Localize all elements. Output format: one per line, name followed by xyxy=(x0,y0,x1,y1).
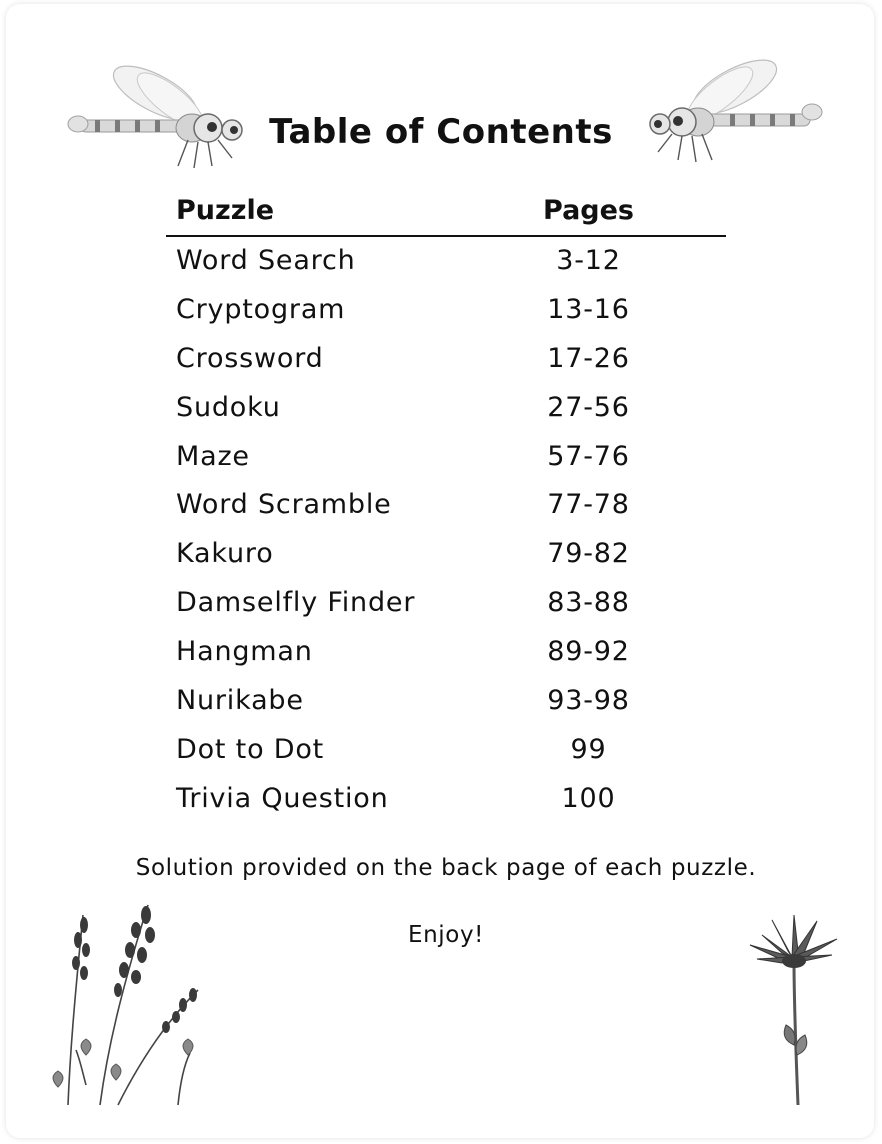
page-range: 17-26 xyxy=(547,342,630,374)
page-range: 79-82 xyxy=(547,538,630,570)
puzzle-name: Maze xyxy=(176,440,250,472)
table-row xyxy=(166,534,726,583)
puzzle-name: Nurikabe xyxy=(176,685,304,717)
page-title: Table of Contents xyxy=(269,112,613,152)
damselfly-right-illustration xyxy=(640,52,830,170)
table-row xyxy=(166,583,726,632)
puzzle-name: Cryptogram xyxy=(176,293,346,325)
table-row xyxy=(166,437,726,486)
flower-illustration xyxy=(742,915,842,1110)
closing-text: Enjoy! xyxy=(407,922,484,948)
table-row xyxy=(166,681,726,730)
page-range: 100 xyxy=(561,782,616,814)
header-puzzle: Puzzle xyxy=(176,195,275,226)
puzzle-name: Sudoku xyxy=(176,391,281,423)
page-range: 3-12 xyxy=(556,245,621,276)
page-range: 57-76 xyxy=(547,440,630,472)
page-range: 27-56 xyxy=(547,391,630,423)
puzzle-name: Damselfly Finder xyxy=(176,587,416,619)
page-range: 89-92 xyxy=(547,636,630,668)
page-range: 77-78 xyxy=(547,489,630,521)
table-row xyxy=(166,290,726,339)
puzzle-name: Crossword xyxy=(176,342,324,374)
table-row xyxy=(166,779,726,828)
puzzle-name: Word Search xyxy=(176,245,356,276)
page-range: 13-16 xyxy=(547,293,630,325)
table-row xyxy=(166,730,726,779)
solution-note: Solution provided on the back page of each puzzle. xyxy=(135,855,757,881)
table-row xyxy=(166,485,726,534)
contents-list xyxy=(166,241,726,828)
table-row xyxy=(166,339,726,388)
page-range: 93-98 xyxy=(547,685,630,717)
puzzle-name: Kakuro xyxy=(176,538,274,570)
table-row xyxy=(166,632,726,681)
puzzle-name: Trivia Question xyxy=(176,782,389,814)
lavender-plant-illustration xyxy=(38,895,218,1110)
page-range: 99 xyxy=(570,733,607,765)
table-header xyxy=(166,195,726,237)
page-range: 83-88 xyxy=(547,587,630,619)
puzzle-name: Dot to Dot xyxy=(176,733,325,765)
puzzle-name: Word Scramble xyxy=(176,489,392,521)
puzzle-name: Hangman xyxy=(176,636,313,668)
header-pages: Pages xyxy=(543,195,634,226)
table-row xyxy=(166,241,726,290)
table-row xyxy=(166,388,726,437)
